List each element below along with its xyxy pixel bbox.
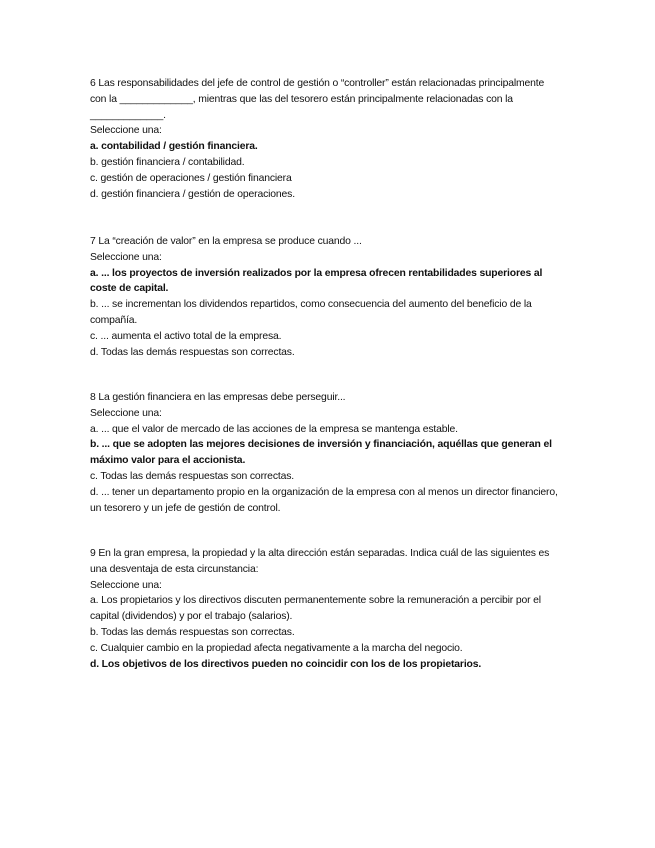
select-label: Seleccione una: [90,251,162,263]
question-prompt: 6 Las responsabilidades del jefe de control de gestión o “controller” están relacionadas principalmente con la _____________, mientras que las del tesorero están principalmente relacionadas con la _____________. [90,78,545,121]
answer-option-b: b. ... se incrementan los dividendos repartidos, como consecuencia del aumento del beneficio de la compañía. [90,299,532,326]
question-prompt: 9 En la gran empresa, la propiedad y la alta dirección están separadas. Indica cuál de las siguientes es una desventaja de esta circunstancia: [90,548,550,575]
select-label: Seleccione una: [90,579,162,591]
answer-option-c: c. Todas las demás respuestas son correctas. [90,470,295,482]
answer-list [90,422,560,517]
answer-option-a: a. contabilidad / gestión financiera. [90,141,258,153]
answer-option-b: b. gestión financiera / contabilidad. [90,156,245,168]
answer-option-b: b. Todas las demás respuestas son correctas. [90,626,295,638]
question-7 [90,234,560,360]
answer-option-a: a. ... que el valor de mercado de las acciones de la empresa se mantenga estable. [90,423,458,435]
answer-option-d: d. ... tener un departamento propio en la organización de la empresa con al menos un director financiero, un tesorero y un jefe de gestión de control. [90,486,558,514]
select-label: Seleccione una: [90,407,162,419]
answer-option-d: d. Todas las demás respuestas son correctas. [90,346,295,358]
answer-list [90,139,560,202]
answer-option-d: d. gestión financiera / gestión de operaciones. [90,188,295,200]
answer-list [90,266,560,361]
answer-option-c: c. Cualquier cambio en la propiedad afecta negativamente a la marcha del negocio. [90,642,463,654]
question-prompt: 7 La “creación de valor” en la empresa se produce cuando ... [90,236,362,247]
answer-option-b: b. ... que se adopten las mejores decisiones de inversión y financiación, aquéllas que generan el máximo valor para el accionista. [90,439,552,467]
question-6 [90,76,560,202]
answer-option-d: d. Los objetivos de los directivos pueden no coincidir con los de los propietarios. [90,658,482,670]
question-8 [90,390,560,516]
select-label: Seleccione una: [90,125,162,137]
answer-option-c: c. gestión de operaciones / gestión financiera [90,172,292,184]
question-9 [90,546,560,672]
answer-option-a: a. Los propietarios y los directivos discuten permanentemente sobre la remuneración a percibir por el capital (dividendos) y por el trabajo (salarios). [90,595,541,623]
question-prompt: 8 La gestión financiera en las empresas debe perseguir... [90,392,346,403]
answer-option-c: c. ... aumenta el activo total de la empresa. [90,330,282,342]
answer-option-a: a. ... los proyectos de inversión realizados por la empresa ofrecen rentabilidades superiores al coste de capital. [90,267,543,295]
answer-list [90,593,560,672]
